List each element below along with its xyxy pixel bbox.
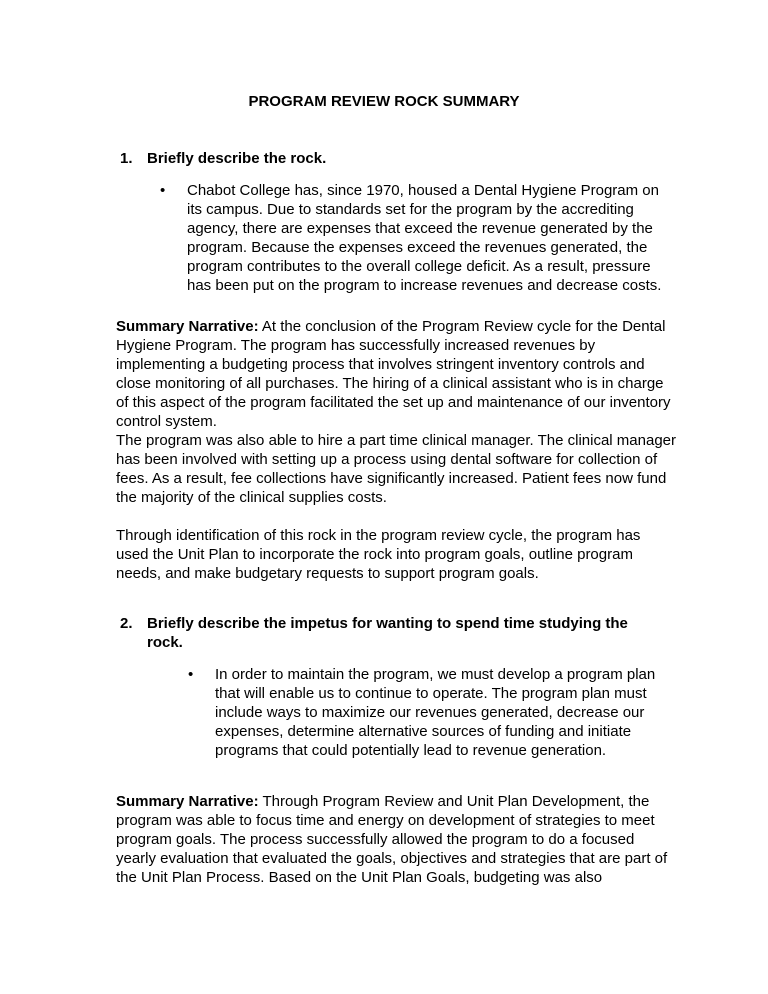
summary-narrative-1 bbox=[116, 317, 676, 431]
question-2-heading bbox=[120, 614, 660, 652]
question-1-bullet-text: Chabot College has, since 1970, housed a Dental Hygiene Program on its campus. Due to standards set for the program by the accrediting agency, there are expenses that exceed the revenue generated by the program. Because the expenses exceed the revenues generated, the program contributes to the overall college deficit. As a result, pressure has been put on the program to increase revenues and decrease costs. bbox=[187, 182, 662, 294]
question-1-bullet bbox=[160, 181, 680, 301]
summary-narrative-2-label: Summary Narrative: bbox=[116, 793, 259, 810]
paragraph-rock-identification: Through identification of this rock in the program review cycle, the program has used the Unit Plan to incorporate the rock into program goals, outline program needs, and make budgetary requests to support program goals. bbox=[116, 527, 641, 582]
question-2-number: 2. bbox=[120, 615, 133, 632]
question-2-bullet-text: In order to maintain the program, we must develop a program plan that will enable us to continue to operate. The program plan must include ways to maximize our revenues generated, decrease our expenses, determine alternative sources of funding and initiate programs that could potentially lead to revenue generation. bbox=[215, 666, 656, 759]
question-1-number: 1. bbox=[120, 150, 133, 167]
question-2-text: Briefly describe the impetus for wanting to spend time studying the rock. bbox=[147, 615, 628, 651]
summary-narrative-2 bbox=[116, 792, 676, 887]
question-1-text: Briefly describe the rock. bbox=[147, 150, 327, 167]
bullet-icon: • bbox=[188, 666, 194, 683]
question-2-bullet bbox=[188, 665, 668, 765]
paragraph-clinical-manager: The program was also able to hire a part time clinical manager. The clinical manager has been involved with setting up a process using dental software for collection of fees. As a result, fee collections have significantly increased. Patient fees now fund the majority of the clinical supplies costs. bbox=[116, 432, 676, 506]
bullet-icon: • bbox=[160, 182, 166, 199]
summary-narrative-1-label: Summary Narrative: bbox=[116, 318, 259, 335]
document-title: PROGRAM REVIEW ROCK SUMMARY bbox=[248, 93, 520, 110]
summary-narrative-1-text: At the conclusion of the Program Review cycle for the Dental Hygiene Program. The program has successfully increased revenues by implementing a budgeting process that involves stringent inventory controls and close monitoring of all purchases. The hiring of a clinical assistant who is in charge of this aspect of the program facilitated the set up and maintenance of our inventory control system. bbox=[116, 318, 671, 430]
summary-narrative-2-text: Through Program Review and Unit Plan Development, the program was able to focus time and energy on development of strategies to meet program goals. The process successfully allowed the program to do a focused yearly evaluation that evaluated the goals, objectives and strategies that are part of the Unit Plan Process. Based on the Unit Plan Goals, budgeting was also bbox=[116, 793, 668, 886]
question-1-heading bbox=[120, 149, 680, 168]
